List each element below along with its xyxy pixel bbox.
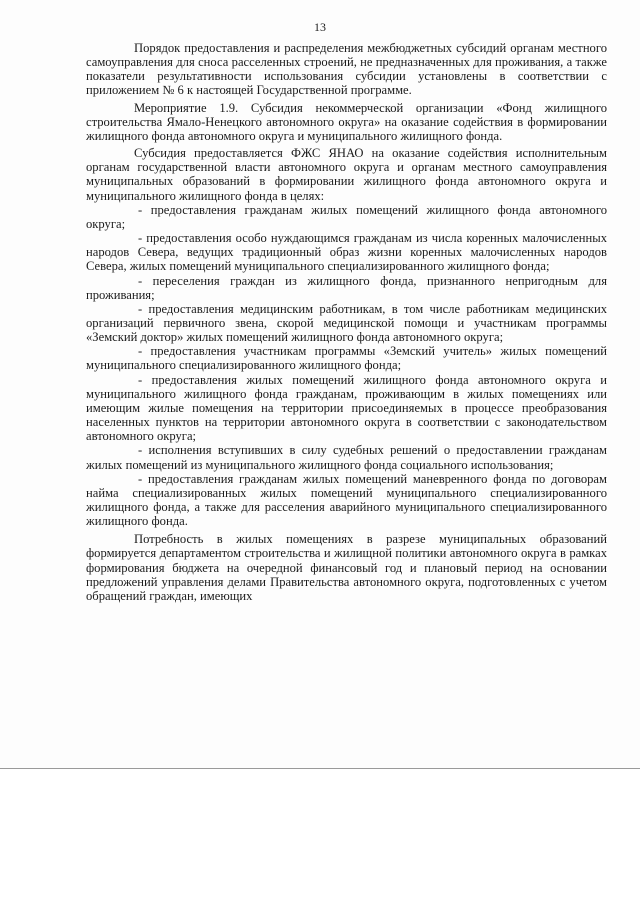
page-number: 13 [314,20,326,34]
list-item-purpose-3: - переселения граждан из жилищного фонда, признанного непригодным для проживания; [86,273,607,302]
list-item-purpose-6: - предоставления жилых помещений жилищного фонда автономного округа и муниципального жилищного фонда гражданам, проживающим в жилых помещениях или имеющим жилые помещения на территории присоединяемых в процессе преобразования населенных пунктов на территории автономного округа в соответствии с законодательством автономного округа; [86,372,607,444]
list-item-purpose-5: - предоставления участникам программы «Земский учитель» жилых помещений муниципального специализированного жилищного фонда; [86,344,607,373]
list-item-purpose-2: - предоставления особо нуждающимся гражданам из числа коренных малочисленных народов Севера, ведущих традиционный образ жизни коренных малочисленных народов Севера, жилых помещений муниципального специализированного жилищного фонда; [86,231,607,274]
paragraph-housing-needs: Потребность в жилых помещениях в разрезе муниципальных образований формируется департаментом строительства и жилищной политики автономного округа в рамках формирования бюджета на очередной финансовый год и плановый период на основании предложений управления делами Правительства автономного округа, подготовленных с учетом обращений граждан, имеющих [86,532,607,603]
document-body [86,41,607,603]
paragraph-subsidy-procedure: Порядок предоставления и распределения межбюджетных субсидий органам местного самоуправления для сноса расселенных строений, не предназначенных для проживания, а также показатели результативности использования субсидии установлены в соответствии с приложением № 6 к настоящей Государственной программе. [86,41,607,98]
list-item-purpose-1: - предоставления гражданам жилых помещений жилищного фонда автономного округа; [86,202,607,231]
list-item-purpose-8: - предоставления гражданам жилых помещений маневренного фонда по договорам найма специализированных жилых помещений муниципального специализированного жилищного фонда, а также для расселения аварийного муниципального специализированного жилищного фонда. [86,471,607,529]
paragraph-measure-1-9: Мероприятие 1.9. Субсидия некоммерческой организации «Фонд жилищного строительства Ямало-Ненецкого автономного округа» на оказание содействия в формировании жилищного фонда автономного округа и муниципального жилищного фонда. [86,100,607,143]
list-item-purpose-4: - предоставления медицинским работникам, в том числе работникам медицинских организаций первичного звена, скорой медицинской помощи и участникам программы «Земский доктор» жилых помещений жилищного фонда автономного округа; [86,301,607,345]
list-item-purpose-7: - исполнения вступивших в силу судебных решений о предоставлении гражданам жилых помещений из муниципального жилищного фонда социального использования; [86,443,607,472]
blank-area [0,769,640,905]
paragraph-subsidy-purposes: Субсидия предоставляется ФЖС ЯНАО на оказание содействия исполнительным органам государственной власти автономного округа и органам местного самоуправления муниципальных образований в формировании жилищного фонда автономного округа и муниципального жилищного фонда в целях: [86,146,607,203]
